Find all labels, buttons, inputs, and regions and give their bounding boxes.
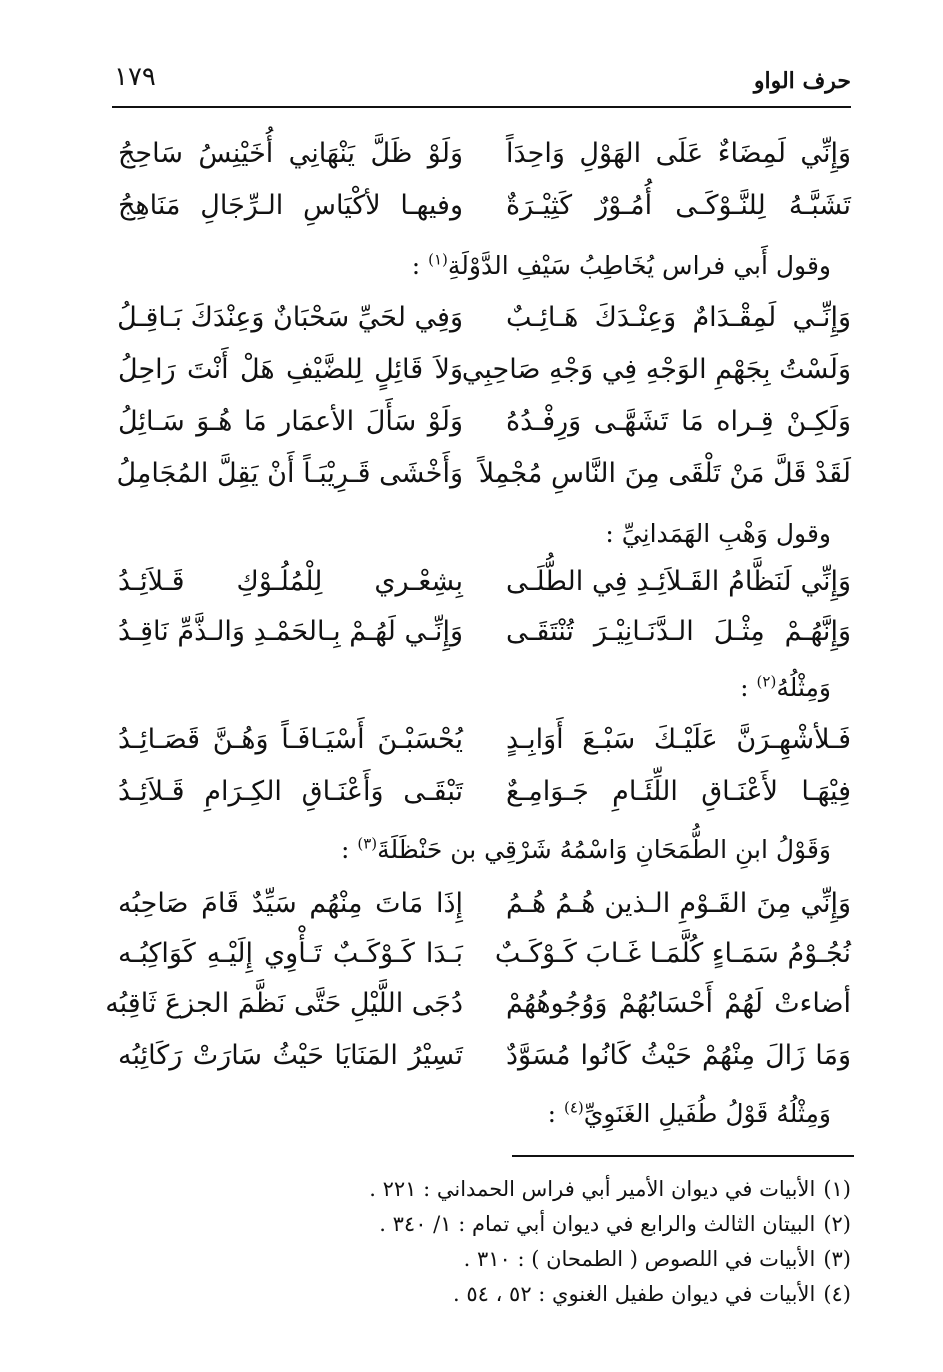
intro-text: وَمِثْلُهُ	[776, 673, 831, 702]
verse-line	[118, 348, 851, 392]
hemistich-second: تَسِيْرُ المَنَايَا حَيْثُ سَارَتْ رَكَائِبُه	[118, 1040, 463, 1071]
intro-text: وَمِثْلُهُ قَوْلُ طُفَيلِ الغَنَوِيِّ	[583, 1099, 831, 1128]
hemistich-first: وَإِنَّهُـمْ مِثْـلَ الـدَّنَـانِيْـرَ تُنْتَقَـى	[506, 616, 851, 647]
hemistich-second: وَلَوْ سَأَلَ الأعمَار مَا هُـوَ سَـائِلُ	[118, 406, 463, 437]
hemistich-second: وَأَخْشَى قَـرِيْبَـاً أَنْ يَقِلَّ المُجَامِلُ	[116, 458, 463, 489]
footnote-number: (٤)	[823, 1282, 851, 1306]
hemistich-second: وَلاَ قَائِلٍ لِلضَّيْفِ هَلْ أَنْتَ رَاحِلُ	[118, 354, 463, 385]
verse-line	[118, 932, 851, 976]
hemistich-second: دُجَى اللَّيْلِ حَتَّى نَظَّمَ الجزعَ ثَاقِبُه	[105, 988, 463, 1019]
hemistich-second: وَفِي لحَيِّ سَحْبَانٌ وَعِنْدَكَ بَـاقِـلُ	[117, 302, 463, 333]
hemistich-second: تَبْقَـى وَأَعْنَـاقِ الكِـرَامِ قَـلاَئِـدُ	[118, 776, 463, 807]
hemistich-second: وفيهـا لأكْيَاسِ الـرِّجَالِ مَنَاهِجُ	[118, 190, 463, 221]
verse-line	[118, 770, 851, 814]
hemistich-first: وَإِنِّي مِنَ القَـوْمِ الـذين هُـمُ هُـمُ	[506, 888, 851, 919]
hemistich-first: فِيْهَـا لأَعْنَـاقِ اللِّئَـامِ جَـوَامِـعٌ	[506, 776, 851, 807]
hemistich-first: وَمَا زَالَ مِنْهُمْ حَيْثُ كَانُوا مُسَوَّدٌ	[506, 1040, 851, 1071]
footnote-divider	[512, 1155, 854, 1157]
verse-line	[118, 132, 851, 176]
footnote-text: البيتان الثالث والرابع في ديوان أبي تمام : ١/ ٣٤٠ .	[379, 1212, 816, 1236]
verse-line	[118, 400, 851, 444]
footnote-number: (١)	[823, 1177, 851, 1201]
page-number: ١٧٩	[114, 62, 156, 92]
hemistich-first: فَـلأشْهِـرَنَّ عَلَيْـكَ سَبْـعَ أَوَابِـدٍ	[506, 724, 851, 755]
verse-line	[105, 982, 851, 1026]
intro-colon: :	[605, 519, 614, 548]
hemistich-second: بِشِعْـري لِلْمُلُـوْكِ قَـلاَئِـدُ	[118, 566, 463, 597]
chapter-title: حرف الواو	[753, 68, 851, 94]
footnote-text: الأبيات في ديوان طفيل الغنوي : ٥٢ ، ٥٤ .	[452, 1282, 816, 1306]
intro-text: وقول أَبي فراس يُخَاطِبُ سَيْفِ الدَّوْلَةِ	[447, 251, 831, 280]
page-header	[112, 62, 851, 108]
verse-line	[118, 560, 851, 604]
hemistich-first: تَشَبَّـهُ لِلنَّـوْكَـى أُمُـوْرٌ كَثِيْـرَةٌ	[506, 190, 851, 221]
hemistich-first: وَإِنِّي لَمِضَاءٌ عَلَى الهَوْلِ وَاحِدَاً	[506, 138, 851, 169]
intro-colon: :	[411, 251, 421, 280]
hemistich-first: وَإِنِّي لَنَظَّامُ القَـلاَئِـدِ فِي الطُّلَـى	[506, 566, 851, 597]
verse-line	[118, 184, 851, 228]
hemistich-first: وَلَكِـنْ قِـراه مَا تَشَهَّـى وَرِفْـدُهُ	[506, 406, 851, 437]
hemistich-first: وَإِنِّـي لَمِقْـدَامٌ وَعِنْـدَكَ هَـائِـبٌ	[506, 302, 851, 333]
hemistich-second: وَلَوْ ظَلَّ يَنْهَانِي أُخَيْنِسُ سَاحِجُ	[118, 138, 463, 169]
verse-line	[118, 718, 851, 762]
intro-text: وقول وَهْبِ الهَمَدانِيِّ	[621, 519, 831, 548]
intro-line	[118, 828, 831, 872]
verse-line	[118, 452, 851, 496]
intro-text: وَقَوْلُ ابنِ الطُّمَحَانِ وَاسْمُهُ شَرْقِي بن حَنْظَلَةَ	[377, 835, 831, 864]
hemistich-second: وَإِنِّـي لَهُـمْ بِـالحَمْـدِ وَالـذَّمِّ نَاقِـدُ	[118, 616, 463, 647]
verse-line	[118, 882, 851, 926]
footnote-text: الأبيات في اللصوص ( الطمحان ) : ٣١٠ .	[463, 1247, 816, 1271]
intro-colon: :	[340, 835, 350, 864]
footnote-mark: (١)	[428, 250, 448, 269]
verse-line	[118, 610, 851, 654]
footnote	[200, 1172, 851, 1206]
intro-colon: :	[740, 673, 749, 702]
footnote-mark: (٣)	[357, 834, 378, 853]
footnote	[200, 1242, 851, 1276]
hemistich-first: نُجُـوْمُ سَمَـاءٍ كُلَّمَـا غَـابَ كَـوْكَـبٌ	[494, 938, 851, 969]
verse-line	[118, 1034, 851, 1078]
intro-colon: :	[547, 1099, 557, 1128]
footnote-mark: (٤)	[563, 1098, 584, 1117]
hemistich-second: يُحْسَبْـنَ أَسْيَـافَـاً وَهُـنَّ قَصَـائِـدُ	[118, 724, 463, 755]
footnote-mark: (٢)	[756, 672, 777, 691]
intro-line	[118, 244, 831, 288]
footnote-number: (٣)	[823, 1247, 851, 1271]
footnote	[200, 1277, 851, 1311]
hemistich-first: وَلَسْتُ بِجَهْمِ الوَجْهِ فِي وَجْهِ صَاحِبِي	[461, 354, 851, 385]
footnote	[200, 1207, 851, 1241]
hemistich-first: أضاءتْ لَهُمْ أَحْسَابُهُمْ وَوُجُوهُهُمْ	[506, 988, 851, 1019]
hemistich-second: بَـدَا كَـوْكَـبٌ تَـأْوِي إِلَيْـهِ كَوَاكِبُـه	[118, 938, 463, 969]
verse-line	[118, 296, 851, 340]
footnote-number: (٢)	[823, 1212, 851, 1236]
footnote-text: الأبيات في ديوان الأمير أبي فراس الحمداني : ٢٢١ .	[369, 1177, 816, 1201]
intro-line	[118, 1092, 831, 1136]
intro-line	[118, 666, 831, 710]
hemistich-first: لَقَدْ قَلَّ مَنْ تَلْقَى مِنَ النَّاسِ مُجْمِلاً	[478, 458, 851, 489]
intro-line	[118, 512, 831, 556]
hemistich-second: إِذَا مَاتَ مِنْهُم سَيِّدٌ قَامَ صَاحِبُه	[118, 888, 463, 919]
